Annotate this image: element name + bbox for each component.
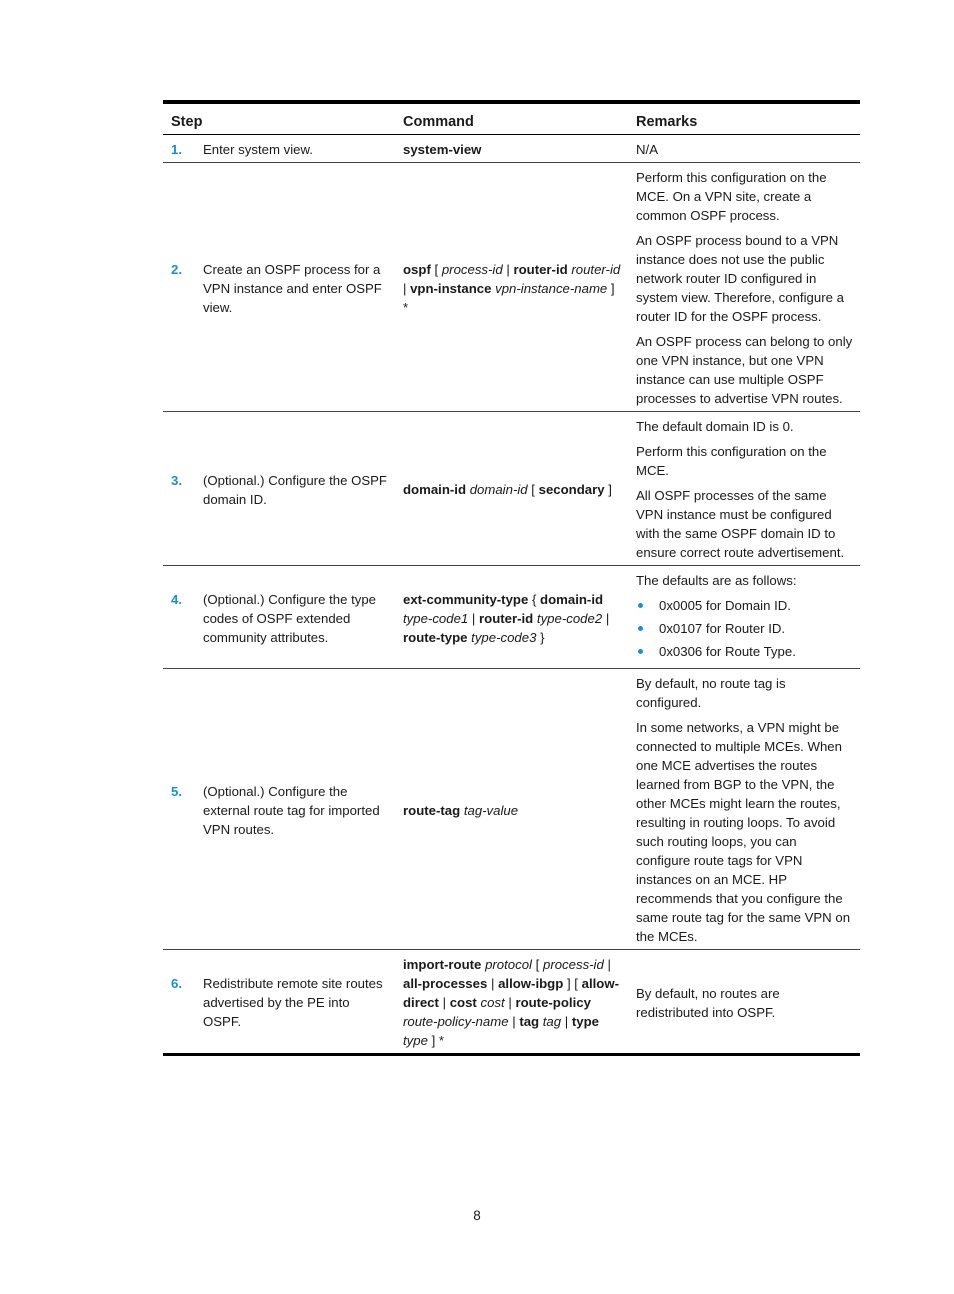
command-syntax: | (403, 280, 411, 296)
command-keyword: system-view (403, 142, 482, 157)
step-number: 5. (171, 783, 182, 799)
table-row (163, 950, 860, 1055)
command-argument: vpn-instance-name (495, 280, 608, 296)
step-number: 3. (171, 472, 182, 488)
command-syntax: ] [ (563, 976, 582, 991)
command-keyword: router-id (479, 610, 534, 626)
command-cell (396, 135, 629, 163)
command-keyword: import-route (403, 957, 482, 972)
step-cell (163, 412, 396, 566)
bullet-text: 0x0306 for Route Type. (659, 644, 796, 659)
command-argument: tag-value (463, 802, 519, 818)
command-syntax: ] * (403, 280, 615, 315)
bullet-icon (638, 626, 643, 631)
table-body (163, 135, 860, 1055)
remarks-cell (629, 950, 860, 1055)
step-column-header: Step (163, 102, 396, 135)
step-cell (163, 669, 396, 950)
command-syntax: } (536, 629, 545, 645)
command-keyword: cost (449, 995, 477, 1010)
configuration-steps-table (163, 100, 860, 1056)
command-cell (396, 669, 629, 950)
command-argument: process-id (542, 957, 604, 972)
command-syntax: | (603, 957, 611, 972)
step-cell (163, 950, 396, 1055)
command-keyword: ospf (403, 261, 431, 277)
command-argument: tag (542, 1014, 562, 1029)
remark-paragraph: Perform this configuration on the MCE. (636, 444, 827, 478)
bullet-text: 0x0005 for Domain ID. (659, 598, 791, 613)
step-description: (Optional.) Configure the type codes of OSPF extended community attributes. (203, 591, 376, 645)
command-keyword: route-policy (515, 995, 591, 1010)
command-keyword: vpn-instance (410, 280, 492, 296)
command-keyword: all-processes (403, 976, 488, 991)
command-keyword: ext-community-type (403, 591, 529, 607)
command-argument: route-policy-name (403, 1014, 509, 1029)
remarks-cell (629, 412, 860, 566)
command-argument: domain-id (469, 482, 528, 497)
remark-paragraph: N/A (636, 142, 658, 157)
command-argument: type-code2 (536, 610, 603, 626)
step-number: 6. (171, 976, 182, 991)
command-syntax: | (438, 995, 450, 1010)
command-keyword: domain-id (403, 482, 467, 497)
step-number: 4. (171, 591, 182, 607)
command-keyword: route-type (403, 629, 468, 645)
command-keyword: secondary (538, 482, 605, 497)
command-cell (396, 163, 629, 412)
command-syntax: | (602, 610, 610, 626)
command-cell (396, 566, 629, 669)
command-syntax: ] * (427, 1033, 445, 1048)
command-keyword: domain-id (540, 591, 604, 607)
command-argument: cost (480, 995, 505, 1010)
step-number: 1. (171, 142, 182, 157)
command-argument: type-code3 (471, 629, 537, 645)
bullet-icon (638, 649, 643, 654)
command-syntax: | (508, 1014, 520, 1029)
command-argument: protocol (485, 957, 532, 972)
remark-bullet-list (636, 596, 854, 661)
remark-paragraph: An OSPF process can belong to only one VPN instance, but one VPN instance can use multiple OSPF processes to advertise VPN routes. (636, 334, 853, 406)
step-number: 2. (171, 261, 182, 277)
remark-bullet-item (636, 642, 854, 661)
remarks-cell (629, 669, 860, 950)
command-keyword: allow-ibgp (498, 976, 564, 991)
step-description: Create an OSPF process for a VPN instance and enter OSPF view. (203, 261, 382, 315)
command-argument: router-id (571, 261, 621, 277)
table-row (163, 566, 860, 669)
remarks-cell (629, 135, 860, 163)
command-argument: type (403, 1033, 428, 1048)
command-keyword: allow-direct (403, 976, 619, 1010)
command-syntax: { (528, 591, 541, 607)
step-description: (Optional.) Configure the external route tag for imported VPN routes. (203, 783, 380, 837)
remark-paragraph: The default domain ID is 0. (636, 419, 794, 434)
table-row (163, 412, 860, 566)
step-cell (163, 135, 396, 163)
command-syntax: | (504, 995, 516, 1010)
remark-paragraph: By default, no routes are redistributed into OSPF. (636, 985, 780, 1020)
step-description: Redistribute remote site routes advertised by the PE into OSPF. (203, 976, 383, 1029)
remark-bullet-item (636, 619, 854, 638)
remark-paragraph: In some networks, a VPN might be connected to multiple MCEs. When one MCE advertises the routes learned from BGP to the VPN, the other MCEs might learn the routes, resulting in routing loops. To avoid such routing loops, you can configure route tags for VPN instances on an MCE. HP recommends that you configure the same route tag for the same VPN on the MCEs. (636, 720, 851, 944)
command-keyword: type (571, 1014, 599, 1029)
step-cell (163, 566, 396, 669)
bullet-text: 0x0107 for Router ID. (659, 621, 786, 636)
remark-paragraph: All OSPF processes of the same VPN instance must be configured with the same OSPF domain ID to ensure correct route advertisement. (636, 488, 845, 560)
table-header-row (163, 102, 860, 135)
bullet-icon (638, 603, 643, 608)
command-syntax: ] (604, 482, 612, 497)
remark-paragraph: Perform this configuration on the MCE. On a VPN site, create a common OSPF process. (636, 170, 827, 223)
step-cell (163, 163, 396, 412)
page-number: 8 (473, 1208, 481, 1223)
step-description: Enter system view. (203, 142, 313, 157)
command-syntax: [ (527, 482, 539, 497)
remark-bullet-item (636, 596, 854, 615)
step-description: (Optional.) Configure the OSPF domain ID. (203, 472, 387, 507)
command-keyword: tag (519, 1014, 540, 1029)
command-column-header: Command (396, 102, 629, 135)
command-argument: type-code1 (403, 610, 469, 626)
remarks-cell (629, 566, 860, 669)
table-row (163, 163, 860, 412)
remark-paragraph: By default, no route tag is configured. (636, 676, 786, 710)
remark-paragraph: The defaults are as follows: (636, 573, 797, 588)
remarks-cell (629, 163, 860, 412)
command-cell (396, 412, 629, 566)
command-keyword: route-tag (403, 802, 461, 818)
command-syntax: | (487, 976, 499, 991)
command-syntax: [ (430, 261, 442, 277)
command-argument: process-id (441, 261, 503, 277)
remarks-column-header: Remarks (629, 102, 860, 135)
table-row (163, 669, 860, 950)
command-cell (396, 950, 629, 1055)
remark-paragraph: An OSPF process bound to a VPN instance does not use the public network router ID configured in system view. Therefore, configure a router ID for the OSPF process. (636, 233, 844, 324)
command-syntax: | (502, 261, 514, 277)
command-syntax: [ (531, 957, 543, 972)
command-syntax: | (561, 1014, 572, 1029)
command-syntax: | (468, 610, 480, 626)
command-keyword: router-id (513, 261, 568, 277)
table-row (163, 135, 860, 163)
